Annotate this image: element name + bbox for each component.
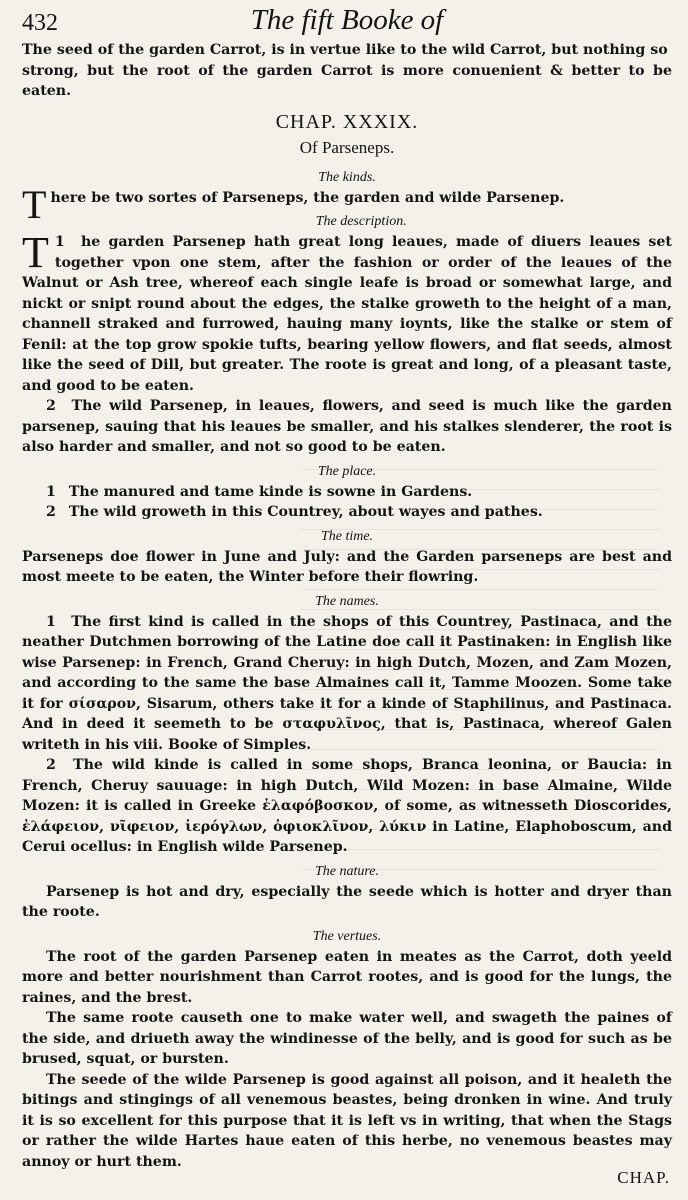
chapter-heading: CHAP. XXXIX. (275, 110, 419, 133)
opening-line-1: The seed of the garden Carrot, is in vertue like to the wild Carrot, but nothing so (22, 42, 668, 58)
item-number: 1 (46, 483, 56, 500)
chapter-title: Of Parseneps. (299, 138, 395, 157)
place-item-1-text: The manured and tame kinde is sowne in Gardens. (68, 483, 473, 500)
kinds-text: here be two sortes of Parseneps, the garden and wilde Parsenep. (50, 189, 565, 206)
names-item-1-text: The first kind is called in the shops of this Countrey, Pastinaca, and the neather Dutchmen borrowing of the Latine doe call it Pastinaken: in English like wise Parsenep: in French, Grand Cheruy: in high Dutch, Mozen, and Zam Mozen, and according to the same the base Almaines call it, Tamme Moozen. Some take it for σίσαρον, Sisarum, others take it for a kinde of Staphilinus, and Pastinaca. And in deed it seemeth to be σταφυλῖνος, that is, Pastinaca, whereof Galen writeth in his viii. Booke of Simples. (22, 613, 672, 753)
drop-cap: T (22, 228, 49, 277)
section-heading-vertues: The vertues. (312, 928, 382, 944)
item-number: 2 (46, 504, 56, 520)
item-number: 1 (46, 613, 56, 630)
section-heading-nature: The nature. (314, 863, 380, 879)
place-item-2-text: The wild groweth in this Countrey, about wayes and pathes. (68, 504, 543, 520)
vertues-paragraph-1: The root of the garden Parsenep eaten in meates as the Carrot, doth yeeld more and better nourishment than Carrot rootes, and is good for the lungs, the raines, and the brest. (22, 948, 672, 1006)
section-heading-names: The names. (315, 593, 379, 609)
time-paragraph: Parseneps doe flower in June and July: and the Garden parseneps are best and most meete to be eaten, the Winter before their flowring. (22, 548, 672, 585)
vertues-paragraph-2: The same roote causeth one to make water well, and swageth the paines of the side, and driueth away the windinesse of the belly, and is good for such as be brused, squat, or bursten. (22, 1010, 672, 1067)
description-item-2-text: The wild Parsenep, in leaues, flowers, and seed is much like the garden parsenep, sauing that his leaues be smaller, and his stalkes slenderer, the root is also harder and smaller, and not so good to be eaten. (22, 398, 672, 455)
nature-paragraph: Parsenep is hot and dry, especially the seede which is hotter and dryer than the roote. (22, 883, 672, 920)
description-item-1 (22, 228, 672, 396)
page-body (22, 40, 672, 1172)
item-number: 2 (46, 398, 56, 414)
section-heading-description: The description. (315, 214, 407, 229)
running-head: The fift Booke of (250, 4, 444, 36)
place-item-2 (22, 502, 672, 523)
catchword: CHAP. (617, 1168, 670, 1187)
place-item-1 (22, 482, 672, 503)
page-header (22, 0, 672, 40)
page-number: 432 (22, 10, 58, 36)
item-number: 1 (54, 234, 65, 250)
item-number: 2 (46, 757, 56, 773)
names-item-2 (22, 755, 672, 858)
vertues-paragraph-3: The seede of the wilde Parsenep is good against all poison, and it healeth the bitings and stingings of all venemous beastes, being dronken in wine. And truly it is so excellent for this purpose that it is left vs in writing, that when the Stags or rather the wilde Hartes haue eaten of this herbe, no venemous beastes may annoy or hurt them. (22, 1071, 672, 1170)
section-heading-place: The place. (317, 463, 377, 479)
section-heading-time: The time. (320, 528, 374, 544)
section-heading-kinds: The kinds. (318, 169, 376, 185)
names-item-1 (22, 612, 672, 756)
description-item-2 (22, 396, 672, 458)
opening-line-2: strong, but the root of the garden Carrot is more conuenient & better to be eaten. (22, 62, 672, 99)
drop-cap: T (22, 181, 47, 227)
description-item-1-text: he garden Parsenep hath great long leaues, made of diuers leaues set together vpon one stem, after the fashion or order of the leaues of the Walnut or Ash tree, whereof each single leafe is broad or somewhat large, and nickt or snipt round about the edges, the stalke groweth to the height of a man, channell straked and furrowed, hauing many ioynts, like the stalke or stem of Fenil: at the top grow spokie tufts, bearing yellow flowers, and flat seeds, almost like the seed of Dill, but greater. The roote is great and long, of a pleasant taste, and good to be eaten. (22, 234, 672, 394)
names-item-2-text: The wild kinde is called in some shops, Branca leonina, or Baucia: in French, Cheruy sauuage: in high Dutch, Wild Mozen: in base Almaine, Wilde Mozen: it is called in Greeke ἐλαφόβοσκον, of some, as witnesseth Dioscorides, ἐλάφειον, νῖφειον, ἱερόγλων, ὀφιοκλῖνον, λύκιν in Latine, Elaphoboscum, and Cerui ocellus: in English wilde Parsenep. (22, 757, 672, 855)
